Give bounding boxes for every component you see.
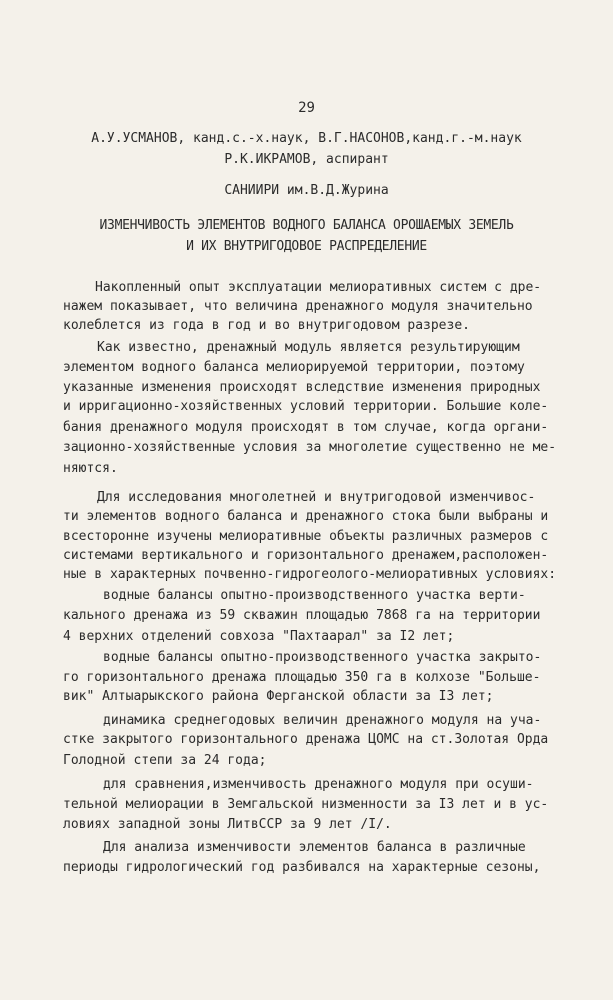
authors-line-2: Р.К.ИКРАМОВ, аспирант xyxy=(224,152,389,167)
article-title xyxy=(0,215,613,257)
body-line: для сравнения,изменчивость дренажного модуля при осуши- xyxy=(103,777,534,792)
body-line: го горизонтального дренажа площадью 350 га в колхозе "Большe- xyxy=(63,670,541,685)
body-line: стке закрытого горизонтального дренажа ЦОМС на ст.Золотая Орда xyxy=(63,732,549,747)
body-line: бания дренажного модуля происходят в том случае, когда органи- xyxy=(63,420,549,435)
page-number: 29 xyxy=(298,100,315,116)
body-line: и ирригационно-хозяйственных условий территории. Большие коле- xyxy=(63,399,549,414)
institute: САНИИРИ им.В.Д.Журина xyxy=(224,183,389,198)
authors-line-1: А.У.УСМАНОВ, канд.с.-х.наук, В.Г.НАСОНОВ,канд.г.-м.наук xyxy=(91,131,522,146)
body-line: тельной мелиорации в Земгальской низменности за I3 лет и в ус- xyxy=(63,797,549,812)
body-line: указанные изменения происходят вследствие изменения природных xyxy=(63,380,541,395)
title-line-2: И ИХ ВНУТРИГОДОВОЕ РАСПРЕДЕЛЕНИЕ xyxy=(186,239,427,254)
authors xyxy=(0,128,613,170)
body-line: всесторонне изучены мелиоративные объекты различных размеров с xyxy=(63,529,549,544)
body-line: ловиях западной зоны ЛитвССР за 9 лет /I/. xyxy=(63,817,392,832)
body-line: периоды гидрологический год разбивался на характерные сезоны, xyxy=(63,860,541,875)
body-line: 4 верхних отделений совхоза "Пахтаарал" за I2 лет; xyxy=(63,629,455,644)
body-line: Как известно, дренажный модуль является результирующим xyxy=(97,340,520,355)
title-line-1: ИЗМЕНЧИВОСТЬ ЭЛЕМЕНТОВ ВОДНОГО БАЛАНСА ОРОШАЕМЫХ ЗЕМЕЛЬ xyxy=(99,218,514,233)
body-line: элементом водного баланса мелиорируемой территории, поэтому xyxy=(63,360,525,375)
body-line: Для анализа изменчивости элементов баланса в различные xyxy=(103,840,526,855)
body-line: колеблется из года в год и во внутригодовом разрезе. xyxy=(63,318,470,333)
body-line: ные в характерных почвенно-гидрогеолого-мелиоративных условиях: xyxy=(63,567,557,582)
body-line: ти элементов водного баланса и дренажного стока были выбраны и xyxy=(63,509,549,524)
body-line: нажем показывает, что величина дренажного модуля значительно xyxy=(63,299,533,314)
body-line: Накопленный опыт эксплуатации мелиоративных систем с дре- xyxy=(95,280,542,295)
body-line: водные балансы опытно-производственного участка закрыто- xyxy=(103,650,542,665)
body-line: водные балансы опытно-производственного участка верти- xyxy=(103,588,526,603)
body-line: зационно-хозяйственные условия за многолетие существенно не ме- xyxy=(63,440,557,455)
body-line: системами вертикального и горизонтального дренажем,расположен- xyxy=(63,548,549,563)
body-line: Голодной степи за 24 года; xyxy=(63,753,267,768)
body-line: няются. xyxy=(63,461,118,476)
body-line: Для исследования многолетней и внутригодовой изменчивос- xyxy=(97,490,536,505)
body-line: вик" Алтыарыкского района Ферганской области за I3 лет; xyxy=(63,689,494,704)
body-line: динамика среднегодовых величин дренажного модуля на уча- xyxy=(103,713,542,728)
body-line: кального дренажа из 59 скважин площадью 7868 га на территории xyxy=(63,608,541,623)
